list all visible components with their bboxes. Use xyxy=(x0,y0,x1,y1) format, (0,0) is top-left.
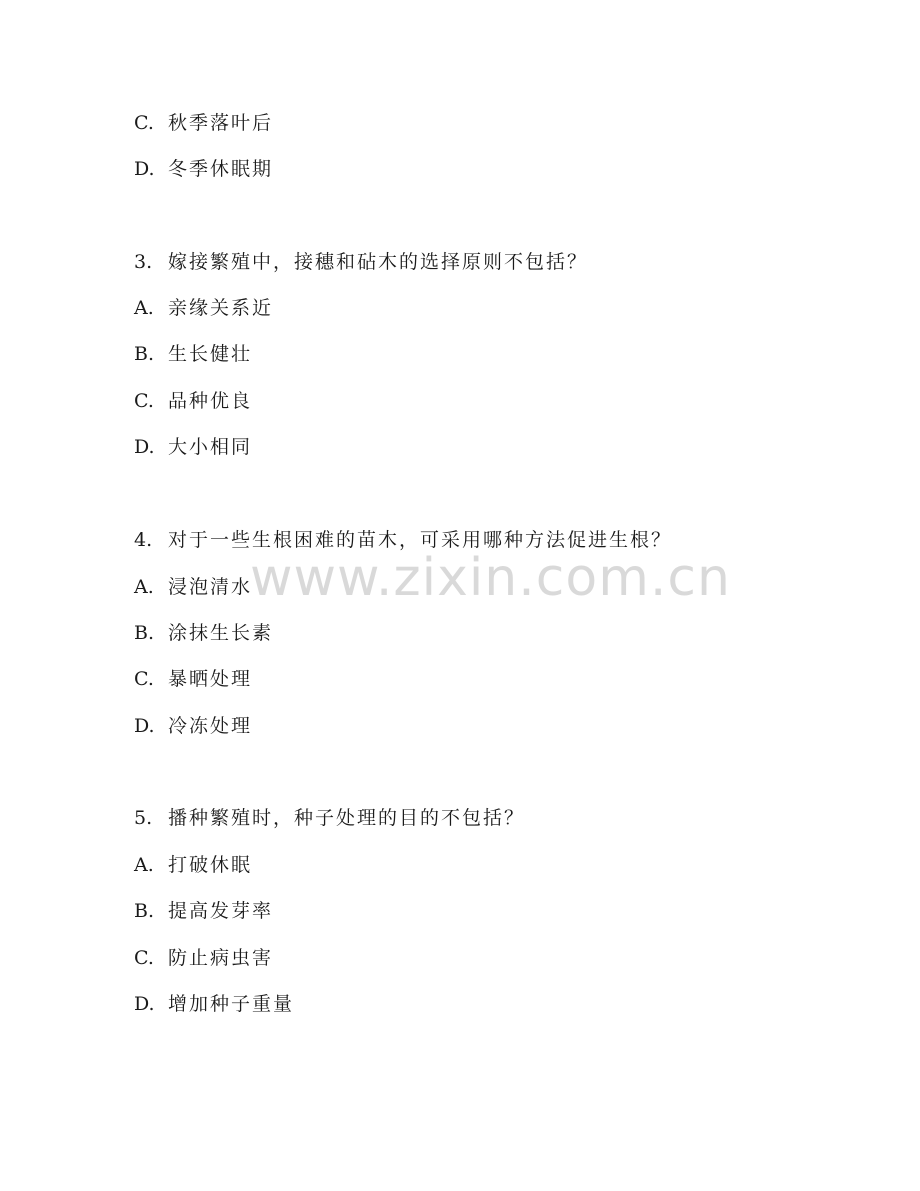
option-text: 浸泡清水 xyxy=(168,576,253,598)
option-letter: A. xyxy=(134,854,154,876)
q4-option-a xyxy=(134,573,252,601)
q3-option-c xyxy=(134,387,252,415)
question-5-stem xyxy=(134,804,525,832)
option-letter: A. xyxy=(134,576,154,598)
question-text: 播种繁殖时，种子处理的目的不包括？ xyxy=(168,807,526,829)
option-text: 大小相同 xyxy=(168,436,253,458)
option-text: 打破休眠 xyxy=(168,854,253,876)
option-letter: B. xyxy=(134,343,155,365)
option-text: 提高发芽率 xyxy=(168,900,274,922)
option-text: 秋季落叶后 xyxy=(168,112,274,134)
option-letter: C. xyxy=(134,112,154,134)
option-letter: D. xyxy=(134,993,155,1015)
q4-option-d xyxy=(134,712,252,740)
q3-option-a xyxy=(134,294,273,322)
q5-option-b xyxy=(134,897,273,925)
option-letter: C. xyxy=(134,390,154,412)
question-4-stem xyxy=(134,526,672,554)
question-number: 4. xyxy=(134,529,153,551)
option-text: 亲缘关系近 xyxy=(168,297,274,319)
option-letter: C. xyxy=(134,947,154,969)
q3-option-d xyxy=(134,433,252,461)
q5-option-c xyxy=(134,944,273,972)
watermark-text: www.zixin.com.cn xyxy=(250,548,731,608)
question-number: 5. xyxy=(134,807,153,829)
question-3-stem xyxy=(134,248,588,276)
q2-option-c xyxy=(134,109,273,137)
question-number: 3. xyxy=(134,251,153,273)
option-letter: C. xyxy=(134,668,154,690)
option-text: 暴晒处理 xyxy=(168,668,253,690)
q4-option-c xyxy=(134,665,252,693)
q5-option-d xyxy=(134,990,294,1018)
q2-option-d xyxy=(134,155,273,183)
option-text: 冬季休眠期 xyxy=(168,158,274,180)
option-letter: D. xyxy=(134,436,155,458)
option-text: 冷冻处理 xyxy=(168,715,253,737)
option-letter: D. xyxy=(134,715,155,737)
option-text: 涂抹生长素 xyxy=(168,622,274,644)
q4-option-b xyxy=(134,619,273,647)
option-letter: B. xyxy=(134,622,155,644)
option-text: 防止病虫害 xyxy=(168,947,274,969)
option-text: 增加种子重量 xyxy=(168,993,295,1015)
question-text: 对于一些生根困难的苗木，可采用哪种方法促进生根？ xyxy=(168,529,673,551)
option-text: 生长健壮 xyxy=(168,343,253,365)
option-text: 品种优良 xyxy=(168,390,253,412)
option-letter: B. xyxy=(134,900,155,922)
question-text: 嫁接繁殖中，接穗和砧木的选择原则不包括？ xyxy=(168,251,589,273)
option-letter: A. xyxy=(134,297,154,319)
option-letter: D. xyxy=(134,158,155,180)
q5-option-a xyxy=(134,851,252,879)
q3-option-b xyxy=(134,340,252,368)
